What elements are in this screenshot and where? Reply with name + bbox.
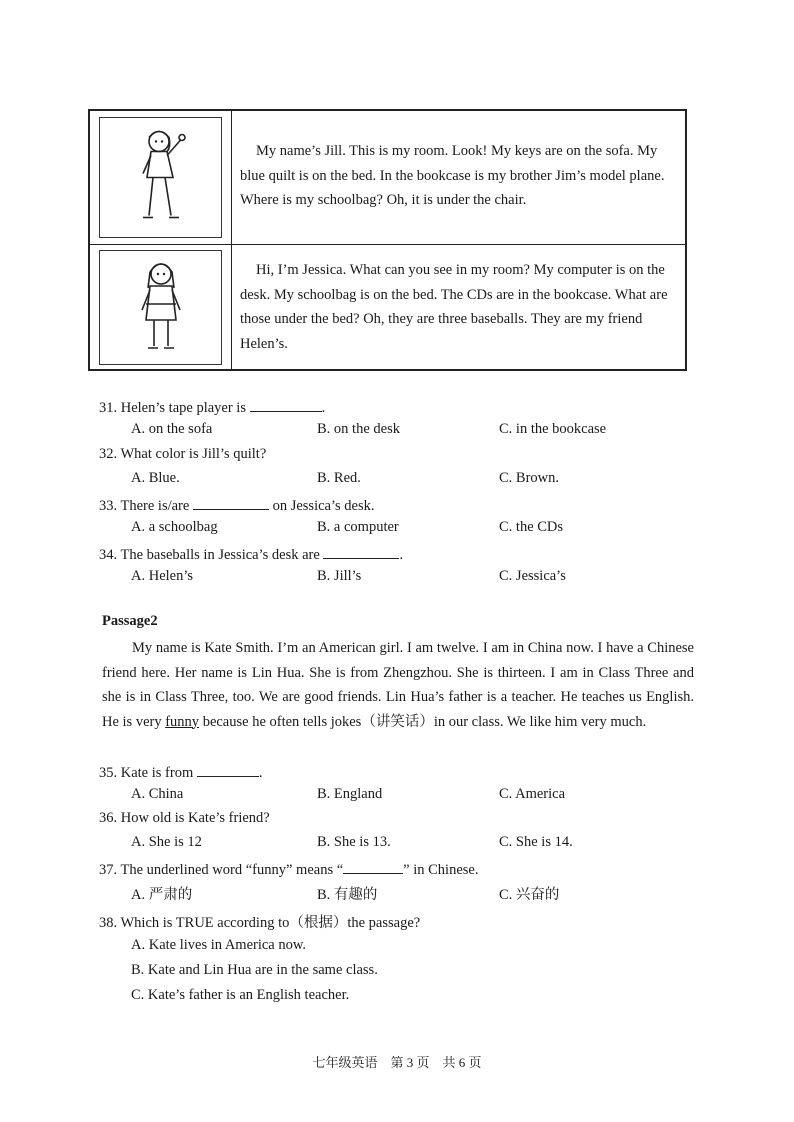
option-35a: A. China: [131, 786, 184, 802]
jill-picture-cell: [90, 111, 232, 244]
option-36c: C. She is 14.: [499, 834, 573, 850]
answer-blank: [193, 495, 269, 510]
option-38b: B. Kate and Lin Hua are in the same class.: [131, 962, 378, 978]
option-31b: B. on the desk: [317, 421, 400, 437]
option-32a: A. Blue.: [131, 470, 180, 486]
jill-row: [90, 111, 685, 245]
question-34: 34. The baseballs in Jessica’s desk are .: [99, 544, 403, 564]
jill-text: My name’s Jill. This is my room. Look! My keys are on the sofa. My blue quilt is on the bed. In the bookcase is my brother Jim’s model plane. Where is my schoolbag? Oh, it is under the chair.: [240, 143, 665, 208]
option-32b: B. Red.: [317, 470, 361, 486]
option-33c: C. the CDs: [499, 519, 564, 535]
option-37a: A. 严肃的: [131, 887, 193, 903]
question-37: 37. The underlined word “funny” means “ ” in Chinese.: [99, 859, 478, 879]
question-31: 31. Helen’s tape player is .: [99, 397, 325, 417]
jessica-text: Hi, I’m Jessica. What can you see in my room? My computer is on the desk. My schoolbag is on the bed. The CDs are in the bookcase. What are those under the bed? Oh, they are three baseballs. They are my friend Helen’s.: [240, 262, 668, 352]
page-footer: 七年级英语 第 3 页 共 6 页: [312, 1055, 482, 1070]
jessica-row: [90, 244, 685, 371]
option-38c: C. Kate’s father is an English teacher.: [131, 987, 350, 1003]
option-34c: C. Jessica’s: [499, 568, 566, 584]
option-37b: B. 有趣的: [317, 887, 378, 903]
passage1-table: [88, 109, 687, 371]
jessica-picture-cell: [90, 244, 232, 371]
option-35b: B. England: [317, 786, 383, 802]
question-36: 36. How old is Kate’s friend?: [99, 810, 270, 826]
jessica-drawing: [136, 258, 186, 358]
option-34b: B. Jill’s: [317, 568, 362, 584]
option-32c: C. Brown.: [499, 470, 560, 486]
underlined-word: funny: [165, 713, 200, 730]
option-36a: A. She is 12: [131, 834, 202, 850]
option-31a: A. on the sofa: [131, 421, 213, 437]
question-33: 33. There is/are on Jessica’s desk.: [99, 495, 374, 515]
option-35c: C. America: [499, 786, 566, 802]
option-33a: A. a schoolbag: [131, 519, 218, 535]
option-37c: C. 兴奋的: [499, 887, 560, 903]
option-34a: A. Helen’s: [131, 568, 194, 584]
passage2-title: Passage2: [102, 613, 158, 629]
option-31c: C. in the bookcase: [499, 421, 607, 437]
question-38: 38. Which is TRUE according to（根据）the passage?: [99, 915, 421, 931]
answer-blank: [250, 397, 322, 412]
option-33b: B. a computer: [317, 519, 399, 535]
jill-drawing: [131, 125, 191, 230]
passage2-text: My name is Kate Smith. I’m an American girl. I am twelve. I am in China now. I have a Chinese friend here. Her name is Lin Hua. She is from Zhengzhou. She is thirteen. I am in Class Three and she is in Class Three, too. We are good friends. Lin Hua’s father is a teacher. He teaches us English. He is very funny because he often tells jokes（讲笑话）in our class. We like him very much.: [102, 640, 694, 730]
question-35: 35. Kate is from .: [99, 762, 262, 782]
answer-blank: [323, 544, 399, 559]
question-32: 32. What color is Jill’s quilt?: [99, 446, 267, 462]
answer-blank: [197, 762, 259, 777]
option-38a: A. Kate lives in America now.: [131, 937, 307, 953]
answer-blank: [343, 859, 403, 874]
option-36b: B. She is 13.: [317, 834, 391, 850]
